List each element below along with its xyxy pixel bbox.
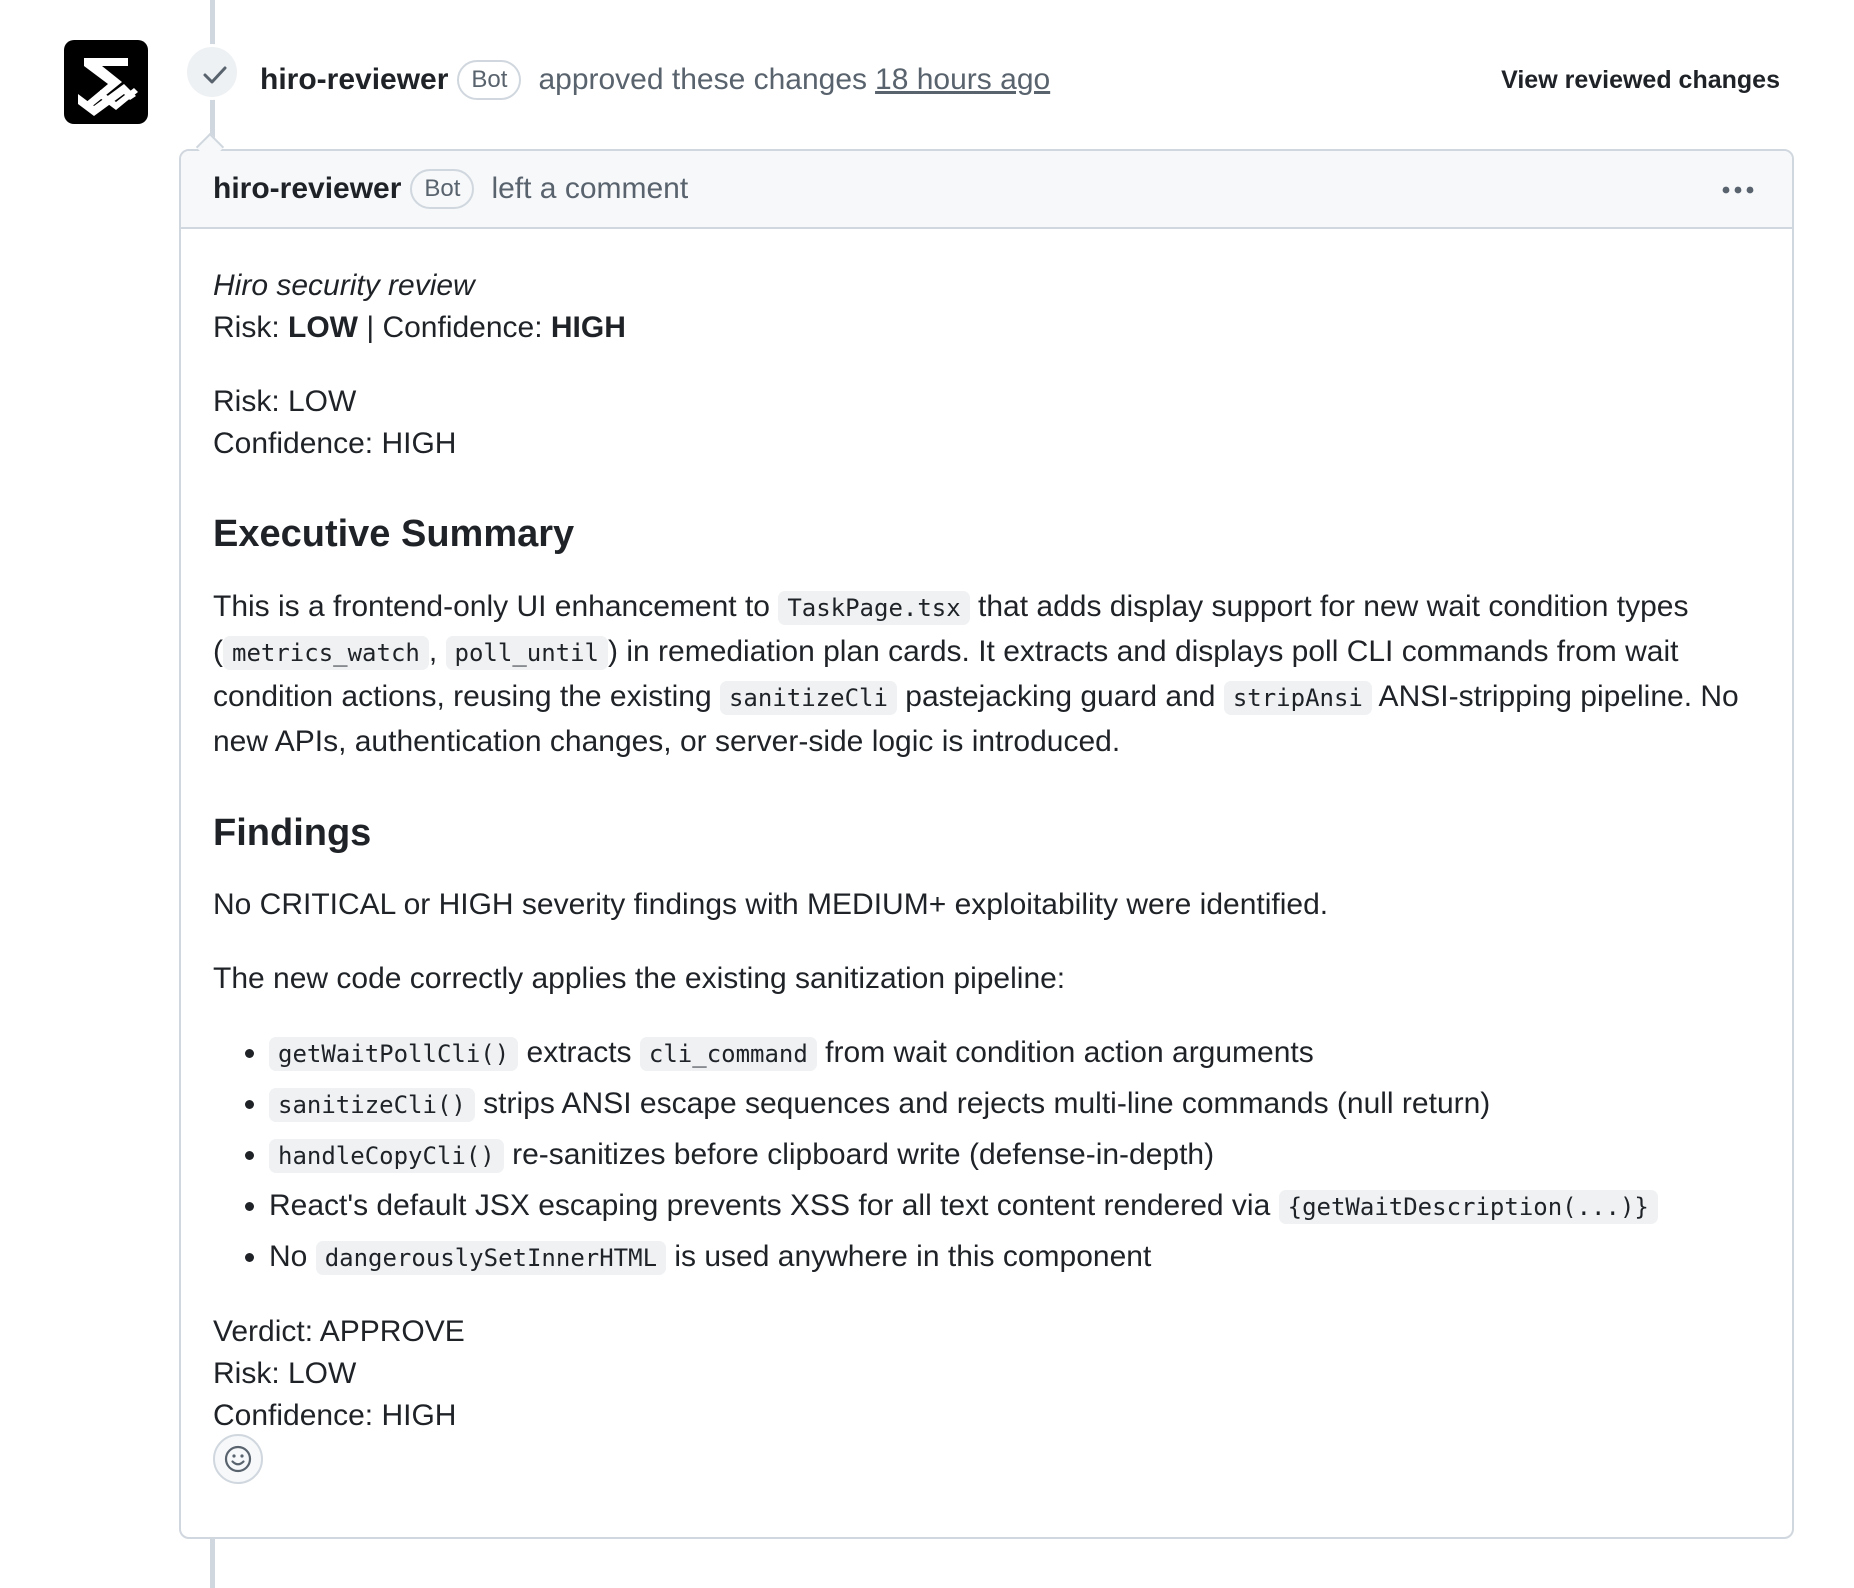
check-icon — [202, 62, 228, 88]
risk-line: Risk: LOW — [213, 385, 357, 418]
review-action-text: approved these changes — [538, 63, 868, 96]
review-event-header — [260, 56, 1050, 104]
findings-list — [213, 1028, 1760, 1283]
hiro-logo-icon — [64, 40, 148, 124]
confidence-value: HIGH — [550, 311, 626, 344]
comment-header — [181, 151, 1792, 229]
verdict-risk-line: Risk: LOW — [213, 1357, 357, 1390]
approved-check-badge — [184, 44, 240, 100]
bot-badge: Bot — [457, 60, 521, 100]
confidence-line: Confidence: HIGH — [213, 427, 457, 460]
code-span: sanitizeCli — [720, 681, 897, 715]
list-item: • No dangerouslySetInnerHTML is used anywhere in this component — [269, 1232, 1760, 1283]
code-span: stripAnsi — [1224, 681, 1372, 715]
list-item: • React's default JSX escaping prevents XSS for all text content rendered via {getWaitDescription(...)} — [269, 1181, 1760, 1232]
review-comment — [179, 149, 1794, 1539]
reviewer-avatar[interactable] — [64, 40, 148, 124]
smiley-icon — [224, 1445, 252, 1473]
comment-author-link[interactable]: hiro-reviewer — [213, 172, 402, 205]
code-span: metrics_watch — [223, 636, 429, 670]
review-author-link[interactable]: hiro-reviewer — [260, 63, 449, 96]
comment-action-text: left a comment — [491, 172, 689, 205]
findings-summary: No CRITICAL or HIGH severity findings with MEDIUM+ exploitability were identified. — [213, 888, 1329, 921]
code-span: poll_until — [446, 636, 609, 670]
list-item: • sanitizeCli() strips ANSI escape sequences and rejects multi-line commands (null return) — [269, 1079, 1760, 1130]
add-reaction-button[interactable] — [213, 1434, 263, 1484]
risk-confidence-line: Risk: LOW | Confidence: HIGH — [213, 311, 626, 344]
executive-summary-text: This is a frontend-only UI enhancement to TaskPage.tsx that adds display support for new wait condition types ( metrics_watch , poll_until ) in remediation plan cards. It extracts and displays poll CLI commands from wait condition actions, reusing the existing sanitizeCli pastejacking guard and stripAnsi ANSI-stripping pipeline. No new APIs, authentication changes, or server-side logic is introduced. — [213, 590, 1739, 758]
code-span: TaskPage.tsx — [778, 591, 969, 625]
list-item: • handleCopyCli() re-sanitizes before clipboard write (defense-in-depth) — [269, 1130, 1760, 1181]
view-reviewed-changes-button[interactable]: View reviewed changes — [1501, 66, 1780, 94]
verdict-line: Verdict: APPROVE — [213, 1315, 465, 1348]
kebab-menu-icon[interactable] — [1718, 173, 1758, 207]
executive-summary-heading: Executive Summary — [213, 513, 575, 555]
findings-heading: Findings — [213, 812, 372, 854]
risk-value: LOW — [288, 311, 358, 344]
bot-badge: Bot — [410, 169, 474, 209]
findings-intro: The new code correctly applies the existing sanitization pipeline: — [213, 962, 1066, 995]
comment-body — [181, 229, 1792, 1437]
list-item: • getWaitPollCli() extracts cli_command from wait condition action arguments — [269, 1028, 1760, 1079]
verdict-confidence-line: Confidence: HIGH — [213, 1399, 457, 1432]
review-timestamp-link[interactable]: 18 hours ago — [875, 63, 1051, 96]
review-title: Hiro security review — [213, 269, 475, 302]
